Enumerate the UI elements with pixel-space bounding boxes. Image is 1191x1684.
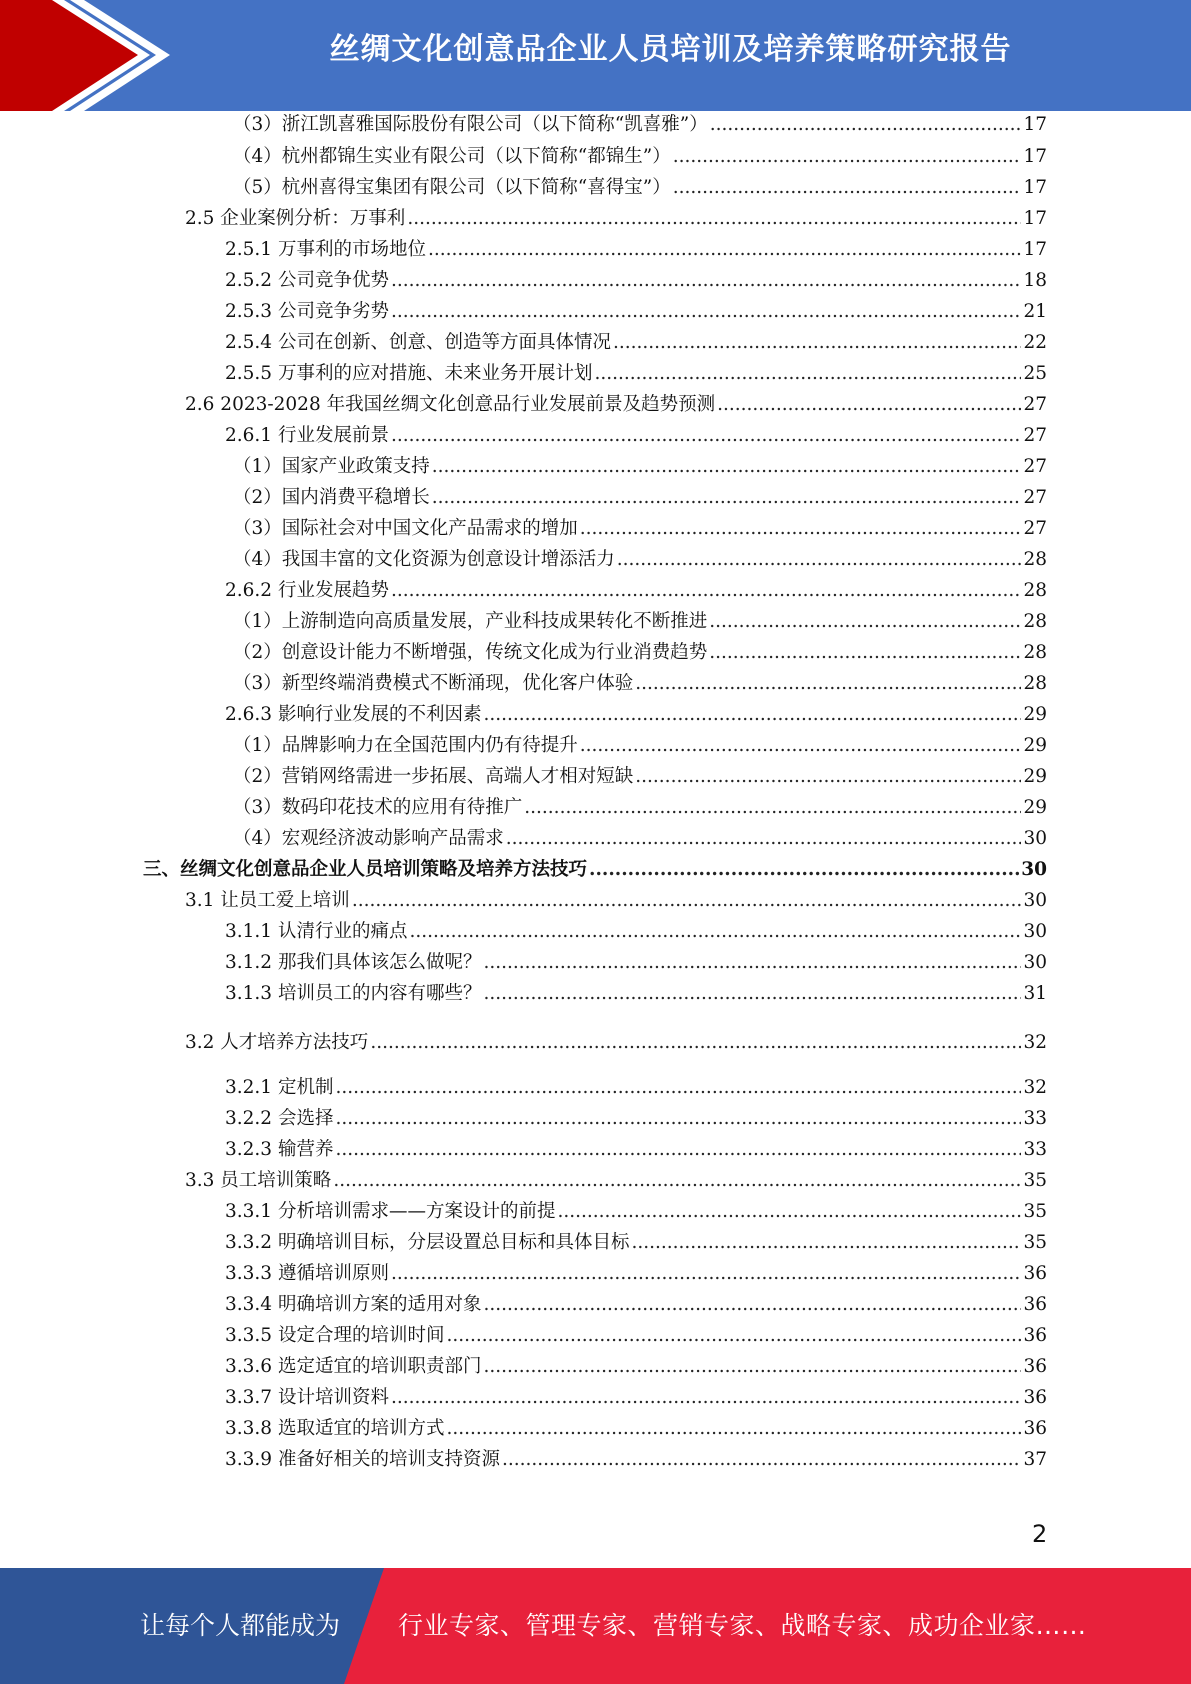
toc-entry-page: 36 — [1023, 1294, 1047, 1315]
toc-entry-title: 3.3.3 遵循培训原则 — [225, 1263, 389, 1284]
toc-entry-page: 33 — [1023, 1108, 1047, 1129]
toc-entry-page: 28 — [1023, 673, 1047, 694]
toc-entry-page: 36 — [1023, 1263, 1047, 1284]
toc-dot-leader — [483, 702, 1021, 728]
toc-entry-page: 17 — [1023, 177, 1047, 198]
toc-entry-page: 27 — [1023, 518, 1047, 539]
toc-dot-leader — [391, 423, 1021, 449]
toc-entry-title: 3.2.2 会选择 — [225, 1108, 334, 1129]
toc-entry[interactable] — [185, 206, 1047, 232]
toc-entry[interactable] — [225, 1199, 1047, 1225]
toc-entry-page: 27 — [1023, 425, 1047, 446]
toc-dot-leader — [502, 1447, 1021, 1473]
toc-dot-leader — [589, 857, 1019, 883]
toc-entry-title: （5）杭州喜得宝集团有限公司（以下简称“喜得宝”） — [233, 177, 671, 198]
toc-entry-title: （1）品牌影响力在全国范围内仍有待提升 — [233, 735, 578, 756]
toc-entry-page: 30 — [1023, 828, 1047, 849]
toc-entry-page: 29 — [1023, 735, 1047, 756]
toc-entry-page: 36 — [1023, 1418, 1047, 1439]
toc-entry-title: 3.2.3 输营养 — [225, 1139, 334, 1160]
toc-entry-page: 27 — [1023, 487, 1047, 508]
toc-entry[interactable] — [233, 112, 1047, 138]
toc-entry[interactable] — [225, 981, 1047, 1007]
toc-dot-leader — [483, 981, 1021, 1007]
toc-dot-leader — [483, 950, 1021, 976]
toc-entry[interactable] — [233, 795, 1047, 821]
toc-entry[interactable] — [225, 702, 1047, 728]
toc-entry-page: 28 — [1023, 611, 1047, 632]
toc-entry[interactable] — [233, 764, 1047, 790]
toc-entry-title: 3.1.1 认清行业的痛点 — [225, 921, 408, 942]
toc-entry-page: 32 — [1023, 1032, 1047, 1053]
toc-entry[interactable] — [233, 485, 1047, 511]
toc-entry[interactable] — [233, 609, 1047, 635]
toc-entry-title: （1）国家产业政策支持 — [233, 456, 430, 477]
toc-entry[interactable] — [225, 361, 1047, 387]
toc-dot-leader — [506, 826, 1022, 852]
toc-entry-title: 三、丝绸文化创意品企业人员培训策略及培养方法技巧 — [143, 859, 588, 880]
toc-entry-title: 2.5.3 公司竞争劣势 — [225, 301, 389, 322]
toc-entry-page: 17 — [1023, 208, 1047, 229]
toc-entry-title: 3.3.2 明确培训目标，分层设置总目标和具体目标 — [225, 1232, 630, 1253]
toc-entry-title: 2.6 2023-2028 年我国丝绸文化创意品行业发展前景及趋势预测 — [185, 394, 716, 415]
toc-entry-title: 2.6.2 行业发展趋势 — [225, 580, 389, 601]
toc-entry[interactable] — [225, 919, 1047, 945]
toc-dot-leader — [409, 919, 1021, 945]
page-header — [0, 0, 1191, 111]
toc-entry[interactable] — [225, 1137, 1047, 1163]
toc-dot-leader — [617, 547, 1022, 573]
toc-dot-leader — [631, 1230, 1021, 1256]
toc-entry[interactable] — [225, 1385, 1047, 1411]
toc-entry-page: 22 — [1023, 332, 1047, 353]
toc-entry-title: 3.3.7 设计培训资料 — [225, 1387, 389, 1408]
toc-entry[interactable] — [225, 1261, 1047, 1287]
toc-entry[interactable] — [225, 578, 1047, 604]
toc-entry-title: 2.5.5 万事利的应对措施、未来业务开展计划 — [225, 363, 593, 384]
toc-dot-leader — [446, 1323, 1021, 1349]
toc-dot-leader — [673, 175, 1022, 201]
toc-entry-page: 17 — [1023, 146, 1047, 167]
toc-dot-leader — [580, 516, 1022, 542]
toc-entry-page: 36 — [1023, 1325, 1047, 1346]
toc-entry-title: 2.6.3 影响行业发展的不利因素 — [225, 704, 482, 725]
toc-entry-title: 3.3 员工培训策略 — [185, 1170, 332, 1191]
toc-entry-title: 2.5 企业案例分析：万事利 — [185, 208, 406, 229]
toc-entry-page: 30 — [1021, 859, 1047, 880]
toc-dot-leader — [580, 733, 1022, 759]
footer-slogan-right: 行业专家、管理专家、营销专家、战略专家、成功企业家…… — [398, 1611, 1087, 1640]
toc-entry-page: 31 — [1023, 983, 1047, 1004]
toc-entry[interactable] — [225, 1323, 1047, 1349]
toc-entry[interactable] — [185, 1030, 1047, 1056]
toc-entry-title: （4）杭州都锦生实业有限公司（以下简称“都锦生”） — [233, 146, 671, 167]
page-number: 2 — [1032, 1520, 1048, 1548]
toc-dot-leader — [391, 578, 1021, 604]
toc-entry-page: 29 — [1023, 704, 1047, 725]
toc-entry[interactable] — [225, 1075, 1047, 1101]
toc-dot-leader — [594, 361, 1021, 387]
toc-dot-leader — [557, 1199, 1021, 1225]
toc-entry-title: （3）新型终端消费模式不断涌现，优化客户体验 — [233, 673, 634, 694]
toc-entry-page: 18 — [1023, 270, 1047, 291]
toc-entry[interactable] — [225, 1416, 1047, 1442]
toc-entry[interactable] — [225, 299, 1047, 325]
toc-entry[interactable] — [225, 1354, 1047, 1380]
toc-entry-title: 3.3.5 设定合理的培训时间 — [225, 1325, 445, 1346]
toc-dot-leader — [673, 144, 1022, 170]
toc-entry-title: 2.5.4 公司在创新、创意、创造等方面具体情况 — [225, 332, 611, 353]
toc-entry[interactable] — [185, 392, 1047, 418]
toc-dot-leader — [432, 454, 1022, 480]
toc-entry-page: 37 — [1023, 1449, 1047, 1470]
toc-entry[interactable] — [225, 1292, 1047, 1318]
toc-entry[interactable] — [185, 1168, 1047, 1194]
toc-dot-leader — [391, 1385, 1021, 1411]
toc-entry-title: 3.3.8 选取适宜的培训方式 — [225, 1418, 445, 1439]
toc-dot-leader — [428, 237, 1021, 263]
toc-dot-leader — [391, 299, 1021, 325]
toc-entry[interactable] — [225, 268, 1047, 294]
toc-dot-leader — [446, 1416, 1021, 1442]
toc-entry[interactable] — [233, 454, 1047, 480]
toc-entry-page: 21 — [1023, 301, 1047, 322]
toc-dot-leader — [335, 1075, 1021, 1101]
toc-dot-leader — [407, 206, 1021, 232]
toc-entry[interactable] — [185, 888, 1047, 914]
toc-entry[interactable] — [225, 950, 1047, 976]
toc-entry[interactable] — [233, 547, 1047, 573]
toc-entry-title: （3）浙江凯喜雅国际股份有限公司（以下简称“凯喜雅”） — [233, 114, 708, 135]
toc-entry-title: 3.1 让员工爱上培训 — [185, 890, 350, 911]
toc-entry-title: （4）宏观经济波动影响产品需求 — [233, 828, 504, 849]
toc-entry-page: 32 — [1023, 1077, 1047, 1098]
toc-entry-title: 3.3.1 分析培训需求——方案设计的前提 — [225, 1201, 556, 1222]
toc-entry-page: 28 — [1023, 642, 1047, 663]
toc-dot-leader — [391, 1261, 1021, 1287]
toc-entry-title: 3.1.3 培训员工的内容有哪些？ — [225, 983, 482, 1004]
toc-entry[interactable] — [143, 857, 1047, 883]
toc-entry-page: 29 — [1023, 766, 1047, 787]
document-title: 丝绸文化创意品企业人员培训及培养策略研究报告 — [329, 32, 1012, 67]
toc-entry-page: 28 — [1023, 580, 1047, 601]
toc-entry-page: 30 — [1023, 890, 1047, 911]
toc-dot-leader — [717, 392, 1021, 418]
toc-dot-leader — [335, 1137, 1021, 1163]
toc-entry-page: 29 — [1023, 797, 1047, 818]
toc-entry-page: 36 — [1023, 1387, 1047, 1408]
toc-dot-leader — [635, 764, 1021, 790]
toc-entry-title: 3.3.9 准备好相关的培训支持资源 — [225, 1449, 500, 1470]
toc-entry-page: 35 — [1023, 1170, 1047, 1191]
toc-entry-page: 27 — [1023, 394, 1047, 415]
toc-entry[interactable] — [225, 330, 1047, 356]
footer-slogan-left: 让每个人都能成为 — [140, 1611, 341, 1640]
toc-dot-leader — [335, 1106, 1021, 1132]
toc-entry-title: 3.1.2 那我们具体该怎么做呢？ — [225, 952, 482, 973]
toc-entry-page: 17 — [1023, 114, 1047, 135]
toc-entry-page: 17 — [1023, 239, 1047, 260]
toc-entry-title: （4）我国丰富的文化资源为创意设计增添活力 — [233, 549, 615, 570]
toc-entry-title: （2）国内消费平稳增长 — [233, 487, 430, 508]
toc-dot-leader — [710, 112, 1022, 138]
toc-entry-page: 30 — [1023, 921, 1047, 942]
toc-entry-title: （2）创意设计能力不断增强，传统文化成为行业消费趋势 — [233, 642, 708, 663]
toc-entry-title: （2）营销网络需进一步拓展、高端人才相对短缺 — [233, 766, 634, 787]
toc-entry-title: 3.3.6 选定适宜的培训职责部门 — [225, 1356, 482, 1377]
toc-entry[interactable] — [233, 826, 1047, 852]
toc-entry-title: 2.5.2 公司竞争优势 — [225, 270, 389, 291]
toc-entry-title: 3.3.4 明确培训方案的适用对象 — [225, 1294, 482, 1315]
toc-entry-title: （1）上游制造向高质量发展，产业科技成果转化不断推进 — [233, 611, 708, 632]
toc-entry-page: 27 — [1023, 456, 1047, 477]
toc-entry-page: 35 — [1023, 1232, 1047, 1253]
toc-entry[interactable] — [233, 144, 1047, 170]
toc-entry-title: （3）数码印花技术的应用有待推广 — [233, 797, 523, 818]
toc-entry-page: 35 — [1023, 1201, 1047, 1222]
toc-entry-page: 28 — [1023, 549, 1047, 570]
toc-entry-title: 2.6.1 行业发展前景 — [225, 425, 389, 446]
toc-dot-leader — [370, 1030, 1021, 1056]
toc-entry[interactable] — [225, 237, 1047, 263]
toc-entry-page: 30 — [1023, 952, 1047, 973]
toc-entry[interactable] — [233, 640, 1047, 666]
toc-dot-leader — [524, 795, 1021, 821]
toc-dot-leader — [333, 1168, 1021, 1194]
toc-dot-leader — [709, 640, 1021, 666]
toc-dot-leader — [709, 609, 1021, 635]
toc-entry-title: 2.5.1 万事利的市场地位 — [225, 239, 426, 260]
toc-dot-leader — [483, 1292, 1021, 1318]
toc-dot-leader — [483, 1354, 1021, 1380]
toc-entry[interactable] — [233, 671, 1047, 697]
toc-entry[interactable] — [233, 516, 1047, 542]
toc-entry[interactable] — [225, 1447, 1047, 1473]
toc-entry-title: （3）国际社会对中国文化产品需求的增加 — [233, 518, 578, 539]
toc-dot-leader — [391, 268, 1021, 294]
page-footer — [0, 1568, 1191, 1684]
toc-entry[interactable] — [233, 733, 1047, 759]
toc-entry-page: 33 — [1023, 1139, 1047, 1160]
toc-dot-leader — [352, 888, 1022, 914]
toc-entry[interactable] — [225, 423, 1047, 449]
toc-dot-leader — [635, 671, 1021, 697]
toc-dot-leader — [613, 330, 1021, 356]
toc-entry-title: 3.2 人才培养方法技巧 — [185, 1032, 369, 1053]
toc-entry[interactable] — [233, 175, 1047, 201]
toc-entry-title: 3.2.1 定机制 — [225, 1077, 334, 1098]
toc-entry-page: 36 — [1023, 1356, 1047, 1377]
toc-entry[interactable] — [225, 1106, 1047, 1132]
toc-entry-page: 25 — [1023, 363, 1047, 384]
toc-entry[interactable] — [225, 1230, 1047, 1256]
toc-dot-leader — [432, 485, 1022, 511]
